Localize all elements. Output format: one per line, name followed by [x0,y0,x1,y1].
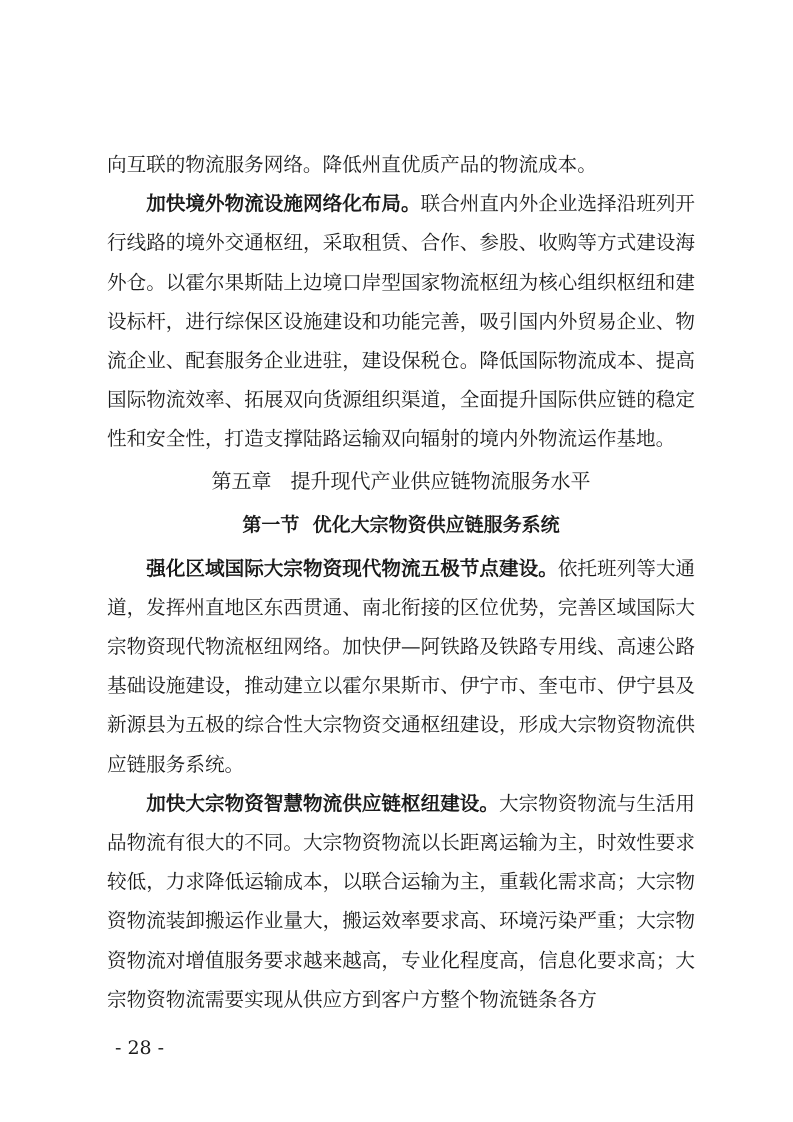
section-heading [107,505,695,545]
paragraph-overseas-logistics [107,184,695,458]
paragraph-five-pole-nodes [107,549,695,784]
page-body [107,145,695,1019]
chapter-number: 第五章 [211,468,272,493]
section-title: 优化大宗物资供应链服务系统 [312,513,560,536]
paragraph-text: 联合州直内外企业选择沿班列开行线路的境外交通枢纽，采取租赁、合作、参股、收购等方式建设海外仓。以霍尔果斯陆上边境口岸型国家物流枢纽为核心组织枢纽和建设标杆，进行综保区设施建设和功能完善，吸引国内外贸易企业、物流企业、配套服务企业进驻，建设保税仓。降低国际物流成本、提高国际物流效率、拓展双向货源组织渠道，全面提升国际供应链的稳定性和安全性，打造支撑陆路运输双向辐射的境内外物流运作基地。 [107,192,696,451]
paragraph-lead: 加快境外物流设施网络化布局。 [146,192,421,216]
chapter-title: 提升现代产业供应链物流服务水平 [290,468,591,493]
paragraph-text: 向互联的物流服务网络。降低州直优质产品的物流成本。 [107,153,597,176]
paragraph-smart-supply-chain [107,784,695,1019]
paragraph-text: 大宗物资物流与生活用品物流有很大的不同。大宗物资物流以长距离运输为主，时效性要求较低，力求降低运输成本，以联合运输为主，重载化需求高；大宗物资物流装卸搬运作业量大，搬运效率要求高、环境污染严重；大宗物资物流对增值服务要求越来越高，专业化程度高，信息化要求高；大宗物资物流需要实现从供应方到客户方整个物流链条各方 [107,791,695,1011]
paragraph-lead: 加快大宗物资智慧物流供应链枢纽建设。 [146,791,499,815]
chapter-heading [107,461,695,501]
paragraph-lead: 强化区域国际大宗物资现代物流五极节点建设。 [146,556,558,580]
section-number: 第一节 [242,513,300,536]
paragraph-text: 依托班列等大通道，发挥州直地区东西贯通、南北衔接的区位优势，完善区域国际大宗物资现代物流枢纽网络。加快伊—阿铁路及铁路专用线、高速公路基础设施建设，推动建立以霍尔果斯市、伊宁市、奎屯市、伊宁县及新源县为五极的综合性大宗物资交通枢纽建设，形成大宗物资物流供应链服务系统。 [107,556,696,776]
page-number: - 28 - [115,1037,165,1059]
paragraph-continuation [107,145,695,184]
